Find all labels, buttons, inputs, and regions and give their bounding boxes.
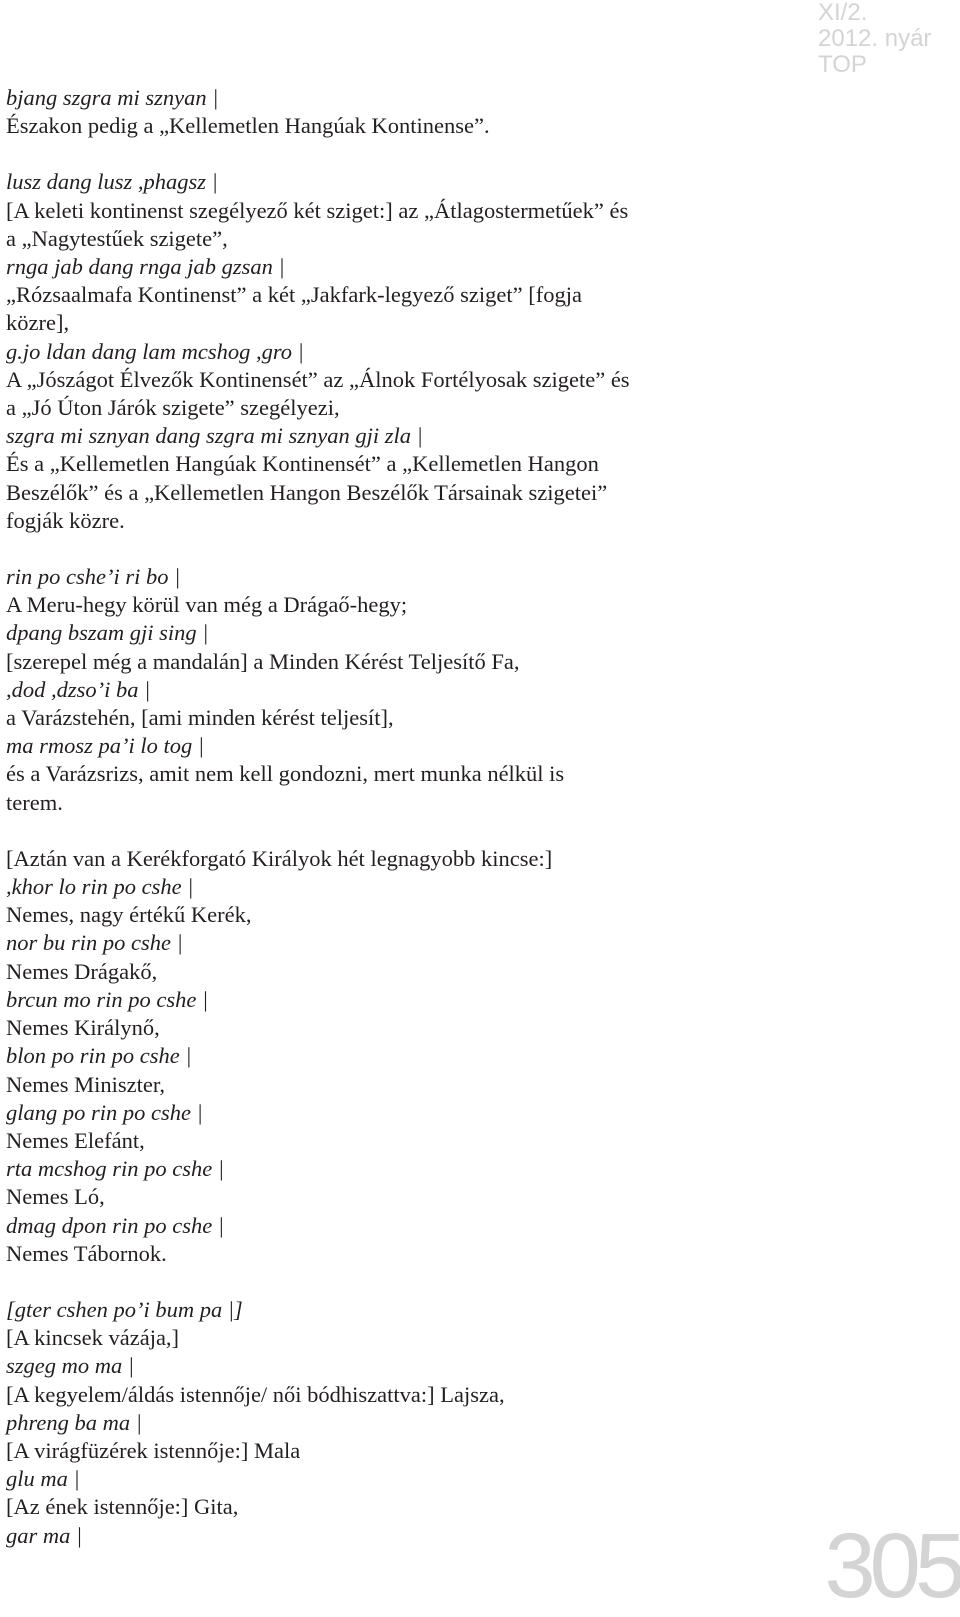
journal-label: TOP — [818, 52, 960, 78]
hungarian-translation-line: Északon pedig a „Kellemetlen Hangúak Kontinense”. — [6, 112, 806, 140]
stanza — [6, 168, 806, 535]
tibetan-transliteration-line: rin po cshe’i ri bo | — [6, 563, 806, 591]
tibetan-transliteration-line: [gter cshen po’i bum pa |] — [6, 1296, 806, 1324]
tibetan-transliteration-line: brcun mo rin po cshe | — [6, 986, 806, 1014]
tibetan-transliteration-line: glang po rin po cshe | — [6, 1099, 806, 1127]
hungarian-translation-line: Nemes Miniszter, — [6, 1071, 806, 1099]
hungarian-translation-line: [A virágfüzérek istennője:] Mala — [6, 1437, 806, 1465]
hungarian-translation-line: Nemes Királynő, — [6, 1014, 806, 1042]
tibetan-transliteration-line: szgeg mo ma | — [6, 1352, 806, 1380]
hungarian-translation-line: És a „Kellemetlen Hangúak Kontinensét” a „Kellemetlen Hangon — [6, 450, 806, 478]
stanza — [6, 84, 806, 140]
hungarian-translation-line: terem. — [6, 789, 806, 817]
text-body — [6, 84, 806, 1578]
hungarian-translation-line: Nemes Ló, — [6, 1183, 806, 1211]
tibetan-transliteration-line: dmag dpon rin po cshe | — [6, 1212, 806, 1240]
tibetan-transliteration-line: ,khor lo rin po cshe | — [6, 873, 806, 901]
tibetan-transliteration-line: lusz dang lusz ,phagsz | — [6, 168, 806, 196]
tibetan-transliteration-line: gar ma | — [6, 1522, 806, 1550]
hungarian-translation-line: Nemes Drágakő, — [6, 958, 806, 986]
tibetan-transliteration-line: ,dod ,dzso’i ba | — [6, 676, 806, 704]
hungarian-translation-line: [A keleti kontinenst szegélyező két sziget:] az „Átlagostermetűek” és — [6, 197, 806, 225]
hungarian-translation-line: Nemes Elefánt, — [6, 1127, 806, 1155]
tibetan-transliteration-line: glu ma | — [6, 1465, 806, 1493]
hungarian-translation-line: a Varázstehén, [ami minden kérést teljesít], — [6, 704, 806, 732]
tibetan-transliteration-line: szgra mi sznyan dang szgra mi sznyan gji zla | — [6, 422, 806, 450]
stanza — [6, 563, 806, 817]
tibetan-transliteration-line: phreng ba ma | — [6, 1409, 806, 1437]
hungarian-translation-line: és a Varázsrizs, amit nem kell gondozni, mert munka nélkül is — [6, 760, 806, 788]
hungarian-translation-line: A Meru-hegy körül van még a Drágaő-hegy; — [6, 591, 806, 619]
tibetan-transliteration-line: dpang bszam gji sing | — [6, 619, 806, 647]
journal-header — [818, 0, 960, 78]
issue-label: 2012. nyár — [818, 26, 960, 52]
hungarian-translation-line: [A kegyelem/áldás istennője/ női bódhiszattva:] Lajsza, — [6, 1381, 806, 1409]
stanza — [6, 1296, 806, 1550]
tibetan-transliteration-line: nor bu rin po cshe | — [6, 929, 806, 957]
hungarian-translation-line: Nemes, nagy értékű Kerék, — [6, 901, 806, 929]
hungarian-translation-line: a „Jó Úton Járók szigete” szegélyezi, — [6, 394, 806, 422]
hungarian-translation-line: [Az ének istennője:] Gita, — [6, 1493, 806, 1521]
tibetan-transliteration-line: rnga jab dang rnga jab gzsan | — [6, 253, 806, 281]
hungarian-translation-line: fogják közre. — [6, 507, 806, 535]
hungarian-translation-line: „Rózsaalmafa Kontinenst” a két „Jakfark-legyező sziget” [fogja — [6, 281, 806, 309]
hungarian-translation-line: a „Nagytestűek szigete”, — [6, 225, 806, 253]
tibetan-transliteration-line: blon po rin po cshe | — [6, 1042, 806, 1070]
hungarian-translation-line: Beszélők” és a „Kellemetlen Hangon Beszélők Társainak szigetei” — [6, 479, 806, 507]
hungarian-translation-line: Nemes Tábornok. — [6, 1240, 806, 1268]
hungarian-translation-line: közre], — [6, 309, 806, 337]
page-number: 305 — [825, 1516, 960, 1616]
hungarian-translation-line: A „Jószágot Élvezők Kontinensét” az „Álnok Fortélyosak szigete” és — [6, 366, 806, 394]
stanza — [6, 845, 806, 1268]
tibetan-transliteration-line: rta mcshog rin po cshe | — [6, 1155, 806, 1183]
hungarian-translation-line: [Aztán van a Kerékforgató Királyok hét legnagyobb kincse:] — [6, 845, 806, 873]
hungarian-translation-line: [A kincsek vázája,] — [6, 1324, 806, 1352]
tibetan-transliteration-line: ma rmosz pa’i lo tog | — [6, 732, 806, 760]
hungarian-translation-line: [szerepel még a mandalán] a Minden Kérést Teljesítő Fa, — [6, 648, 806, 676]
tibetan-transliteration-line: g.jo ldan dang lam mcshog ,gro | — [6, 338, 806, 366]
volume-label: XI/2. — [818, 0, 960, 26]
tibetan-transliteration-line: bjang szgra mi sznyan | — [6, 84, 806, 112]
